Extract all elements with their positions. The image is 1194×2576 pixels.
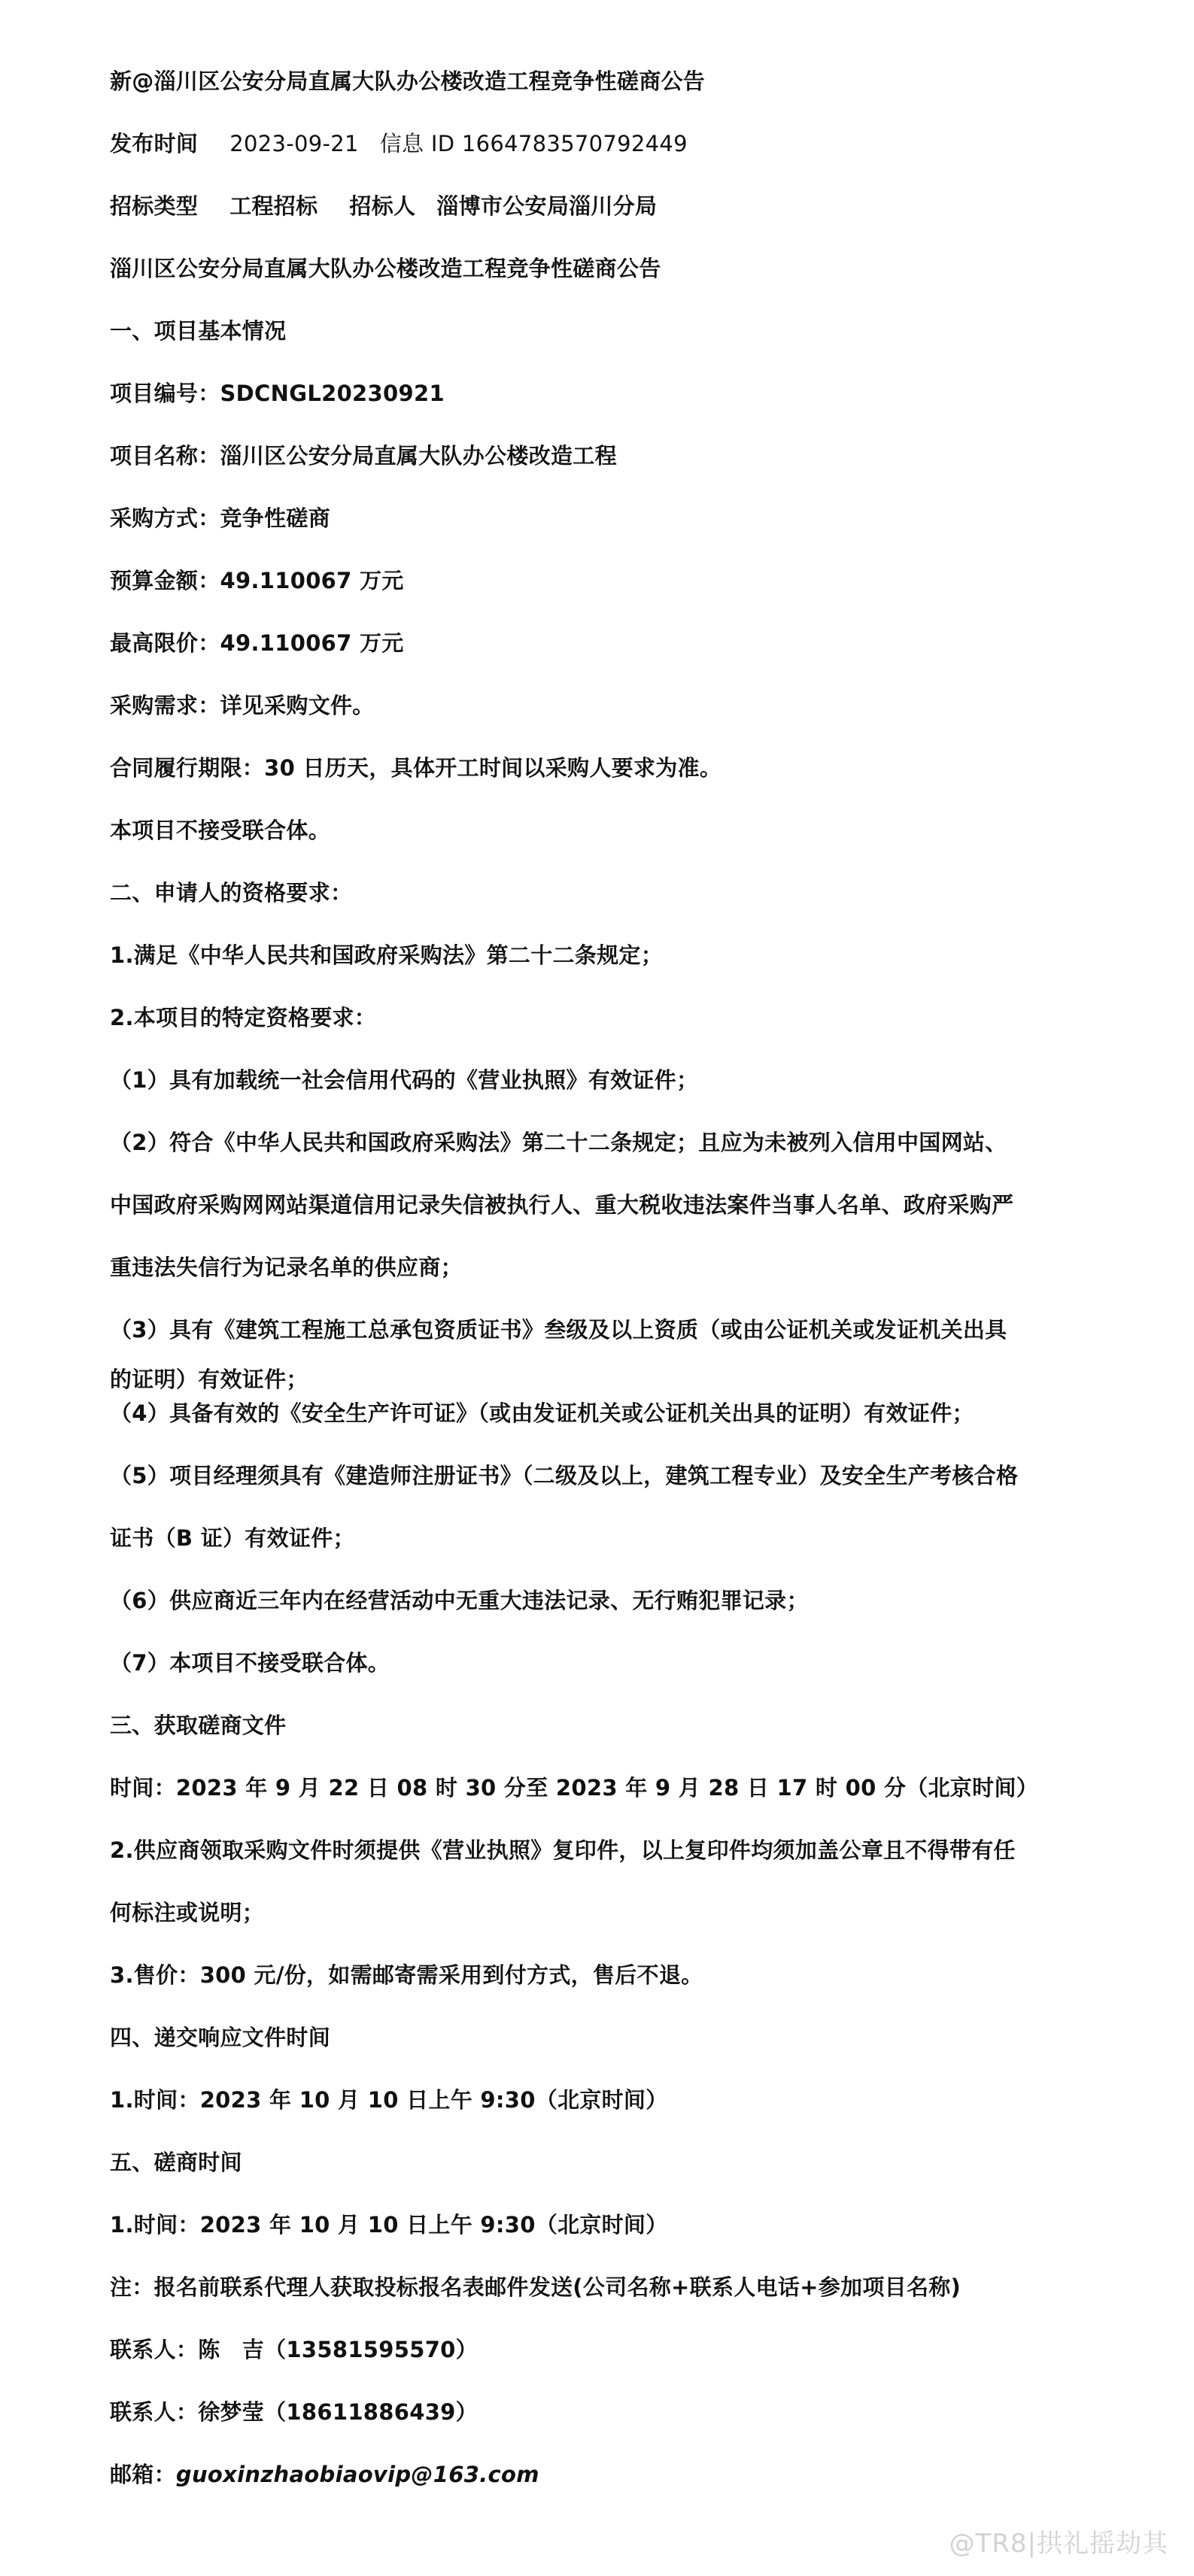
bid-type-value: 工程招标 [229,193,318,219]
bid-type-label: 招标类型 [110,193,199,219]
procurement-method: 采购方式：竞争性磋商 [110,505,331,531]
qualification-subitem: （6）供应商近三年内在经营活动中无重大违法记录、无行贿犯罪记录； [110,1588,809,1613]
info-id: 信息 ID 1664783570792449 [379,131,688,156]
email-address: guoxinzhaobiaovip@163.com [175,2462,539,2487]
joint-bid-note: 本项目不接受联合体。 [110,818,331,843]
contact-person-1: 联系人：陈 吉（13581595570） [110,2337,478,2362]
obtain-requirement-cont: 何标注或说明； [110,1900,265,1925]
qualification-subitem: （5）项目经理须具有《建造师注册证书》（二级及以上，建筑工程专业）及安全生产考核合格 [110,1463,1019,1488]
document-price: 3.售价：300 元/份，如需邮寄需采用到付方式，售后不退。 [110,1962,703,1988]
procurement-demand: 采购需求：详见采购文件。 [110,693,375,718]
negotiation-time: 1.时间：2023 年 10 月 10 日上午 9:30（北京时间） [110,2212,668,2238]
max-price: 最高限价：49.110067 万元 [110,630,404,656]
section-heading-4: 四、递交响应文件时间 [110,2025,331,2050]
qualification-subitem: （1）具有加载统一社会信用代码的《营业执照》有效证件； [110,1067,699,1093]
qualification-subitem-cont: 证书（B 证）有效证件； [110,1525,355,1551]
section-heading-1: 一、项目基本情况 [110,318,287,344]
section-heading-2: 二、申请人的资格要求： [110,880,353,906]
publish-date: 2023-09-21 [229,131,359,156]
publish-info-row [110,129,688,159]
submission-time: 1.时间：2023 年 10 月 10 日上午 9:30（北京时间） [110,2087,668,2113]
email-row [110,2459,539,2490]
publish-label: 发布时间 [110,131,199,156]
section-heading-3: 三、获取磋商文件 [110,1713,287,1738]
email-label: 邮箱： [110,2462,176,2487]
contact-person-2: 联系人：徐梦莹（18611886439） [110,2399,478,2425]
qualification-subitem: （7）本项目不接受联合体。 [110,1650,390,1676]
bidder-value: 淄博市公安局淄川分局 [436,193,658,219]
qualification-subitem: （3）具有《建筑工程施工总承包资质证书》叁级及以上资质（或由公证机关或发证机关出具 [110,1317,1007,1343]
qualification-subitem-cont: 的证明）有效证件； [110,1367,308,1392]
document-title: 新@淄川区公安分局直属大队办公楼改造工程竞争性磋商公告 [110,68,706,94]
budget-amount: 预算金额：49.110067 万元 [110,568,404,593]
section-heading-5: 五、磋商时间 [110,2150,242,2175]
registration-note: 注：报名前联系代理人获取投标报名表邮件发送(公司名称+联系人电话+参加项目名称) [110,2274,962,2300]
document-subtitle: 淄川区公安分局直属大队办公楼改造工程竞争性磋商公告 [110,256,661,281]
qualification-item: 2.本项目的特定资格要求： [110,1005,377,1030]
project-code: 项目编号：SDCNGL20230921 [110,381,445,406]
qualification-subitem-cont: 重违法失信行为记录名单的供应商； [110,1255,463,1280]
qualification-subitem-cont: 中国政府采购网网站渠道信用记录失信被执行人、重大税收违法案件当事人名单、政府采购严 [110,1192,1014,1218]
bid-type-row [110,191,657,221]
contract-period: 合同履行期限：30 日历天，具体开工时间以采购人要求为准。 [110,755,722,781]
qualification-subitem: （4）具备有效的《安全生产许可证》（或由发证机关或公证机关出具的证明）有效证件； [110,1400,974,1426]
watermark: @TR8|拱礼摇劫其 [949,2529,1168,2559]
qualification-item: 1.满足《中华人民共和国政府采购法》第二十二条规定； [110,942,663,968]
document-obtain-time: 时间：2023 年 9 月 22 日 08 时 30 分至 2023 年 9 月 28 日 17 时 00 分（北京时间） [110,1775,1039,1801]
bidder-label: 招标人 [349,193,416,219]
qualification-subitem: （2）符合《中华人民共和国政府采购法》第二十二条规定；且应为未被列入信用中国网站、 [110,1130,1007,1155]
project-name: 项目名称：淄川区公安分局直属大队办公楼改造工程 [110,443,617,469]
obtain-requirement: 2.供应商领取采购文件时须提供《营业执照》复印件，以上复印件均须加盖公章且不得带有任 [110,1837,1016,1863]
